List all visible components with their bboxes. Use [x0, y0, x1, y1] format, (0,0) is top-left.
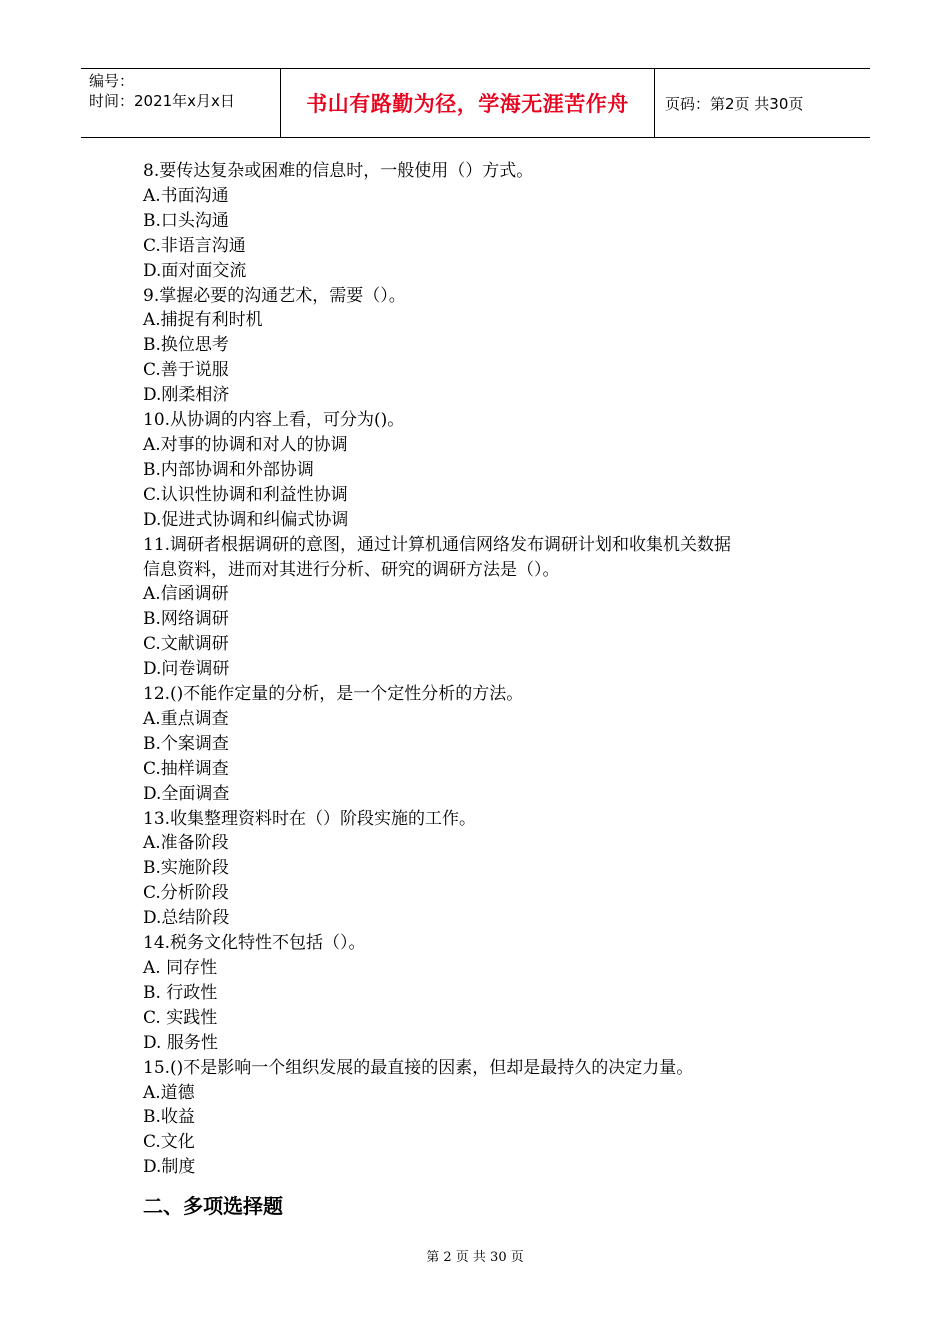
option-line: A.准备阶段 — [143, 833, 229, 854]
option-line: C.善于说服 — [143, 360, 229, 381]
section-title: 二、多项选择题 — [143, 1194, 283, 1218]
option-line: B.换位思考 — [143, 335, 229, 356]
header-page-info: 页码：第2页 共30页 — [665, 94, 804, 113]
question-line: 10.从协调的内容上看，可分为()。 — [143, 410, 405, 431]
option-line: A.信函调研 — [143, 584, 229, 605]
option-line: D.刚柔相济 — [143, 385, 230, 406]
option-line: A.道德 — [143, 1082, 195, 1103]
option-line: C.非语言沟通 — [143, 235, 246, 256]
question-line: 9.掌握必要的沟通艺术，需要（）。 — [143, 285, 406, 306]
question-line: 11.调研者根据调研的意图，通过计算机通信网络发布调研计划和收集机关数据 — [143, 534, 732, 555]
option-line: B.内部协调和外部协调 — [143, 459, 314, 480]
question-line: 12.()不能作定量的分析，是一个定性分析的方法。 — [143, 684, 524, 705]
option-line: D.促进式协调和纠偏式协调 — [143, 509, 349, 530]
option-line: A.书面沟通 — [143, 185, 229, 206]
option-line: A. 同存性 — [143, 958, 218, 978]
option-line: A.重点调查 — [143, 708, 229, 729]
option-line: D.问卷调研 — [143, 659, 230, 680]
option-line: C.分析阶段 — [143, 883, 229, 904]
option-line: C. 实践性 — [143, 1007, 218, 1028]
time-label: 时间：2021年x月x日 — [89, 92, 235, 110]
option-line: D.面对面交流 — [143, 260, 247, 281]
page-header — [81, 68, 870, 138]
header-motto: 书山有路勤为径，学海无涯苦作舟 — [281, 69, 655, 137]
header-meta — [81, 69, 281, 137]
question-line: 15.()不是影响一个组织发展的最直接的因素，但却是最持久的决定力量。 — [143, 1057, 694, 1078]
option-line: B.收益 — [143, 1107, 195, 1128]
option-line: C.抽样调查 — [143, 758, 229, 779]
option-line: C.认识性协调和利益性协调 — [143, 484, 348, 505]
page-footer: 第 2 页 共 30 页 — [426, 1250, 524, 1265]
option-line: D. 服务性 — [143, 1032, 218, 1053]
question-line: 8.要传达复杂或困难的信息时，一般使用（）方式。 — [143, 161, 534, 181]
question-line: 14.税务文化特性不包括（）。 — [143, 933, 366, 954]
option-line: A.对事的协调和对人的协调 — [143, 434, 348, 455]
option-line: D.全面调查 — [143, 783, 230, 804]
option-line: D.制度 — [143, 1157, 196, 1178]
question-line: 13.收集整理资料时在（）阶段实施的工作。 — [143, 808, 477, 829]
option-line: A.捕捉有利时机 — [143, 310, 263, 331]
question-line: 信息资料，进而对其进行分析、研究的调研方法是（）。 — [143, 559, 560, 580]
option-line: B.个案调查 — [143, 733, 229, 754]
option-line: B.实施阶段 — [143, 858, 229, 879]
option-line: C.文化 — [143, 1132, 195, 1153]
option-line: B. 行政性 — [143, 982, 218, 1003]
number-label: 编号： — [89, 72, 135, 90]
option-line: C.文献调研 — [143, 634, 229, 655]
option-line: D.总结阶段 — [143, 908, 230, 929]
option-line: B.口头沟通 — [143, 210, 229, 231]
question-list — [143, 159, 823, 1180]
option-line: B.网络调研 — [143, 609, 229, 630]
